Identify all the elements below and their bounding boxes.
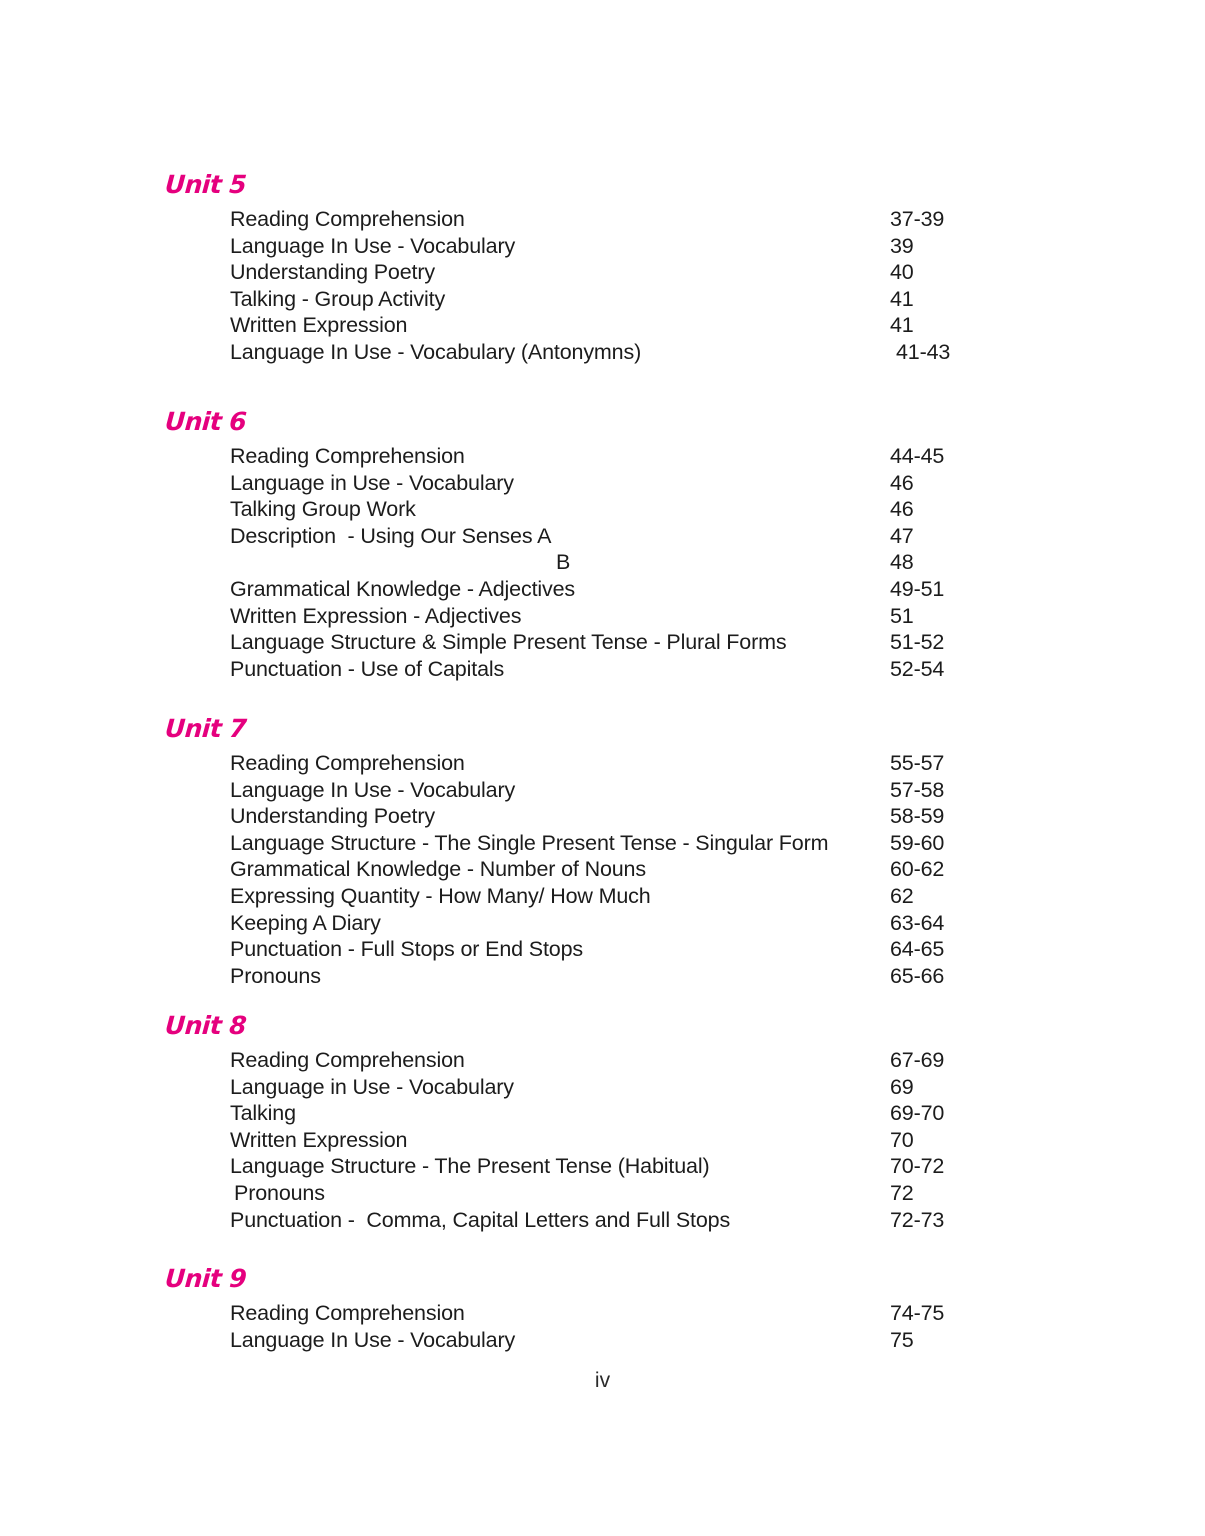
- toc-entry-title: Language In Use - Vocabulary (Antonymns): [230, 339, 642, 364]
- toc-entry: [0, 803, 1205, 830]
- toc-entry-title: Understanding Poetry: [230, 260, 435, 285]
- toc-entry: [0, 777, 1205, 804]
- toc-entry: [0, 443, 1205, 470]
- toc-entry-pages: 60-62: [890, 857, 945, 882]
- toc-entry: [0, 496, 1205, 523]
- toc-entry-title: Punctuation - Full Stops or End Stops: [230, 937, 583, 962]
- toc-entry-title: Punctuation - Use of Capitals: [230, 656, 505, 681]
- toc-entry-pages: 57-58: [890, 777, 945, 802]
- toc-entry-title: Pronouns: [230, 963, 321, 988]
- toc-entry-title: Written Expression: [230, 1127, 408, 1152]
- toc-entry-title: Description - Using Our Senses A: [230, 523, 552, 548]
- toc-entry-pages: 39: [890, 233, 914, 258]
- toc-entry-title: B: [556, 550, 571, 575]
- toc-entry-pages: 41: [890, 313, 914, 338]
- toc-entry: [0, 1100, 1205, 1127]
- toc-entry: [0, 963, 1205, 990]
- toc-entry-title: Talking - Group Activity: [230, 286, 446, 311]
- toc-entry: [0, 830, 1205, 857]
- toc-entry: [0, 603, 1205, 630]
- toc-entry: [0, 286, 1205, 313]
- unit-entry-list: [0, 443, 1205, 682]
- toc-entry-title: Reading Comprehension: [230, 751, 465, 775]
- toc-entry-title: Grammatical Knowledge - Adjectives: [230, 576, 576, 601]
- unit-entry-list: [0, 750, 1205, 989]
- toc-entry-title: Language In Use - Vocabulary: [230, 777, 516, 802]
- toc-entry-title: Language In Use - Vocabulary: [230, 233, 516, 258]
- toc-entry-pages: 74-75: [890, 1301, 945, 1325]
- toc-entry-pages: 51: [890, 603, 914, 628]
- toc-entry-title: Talking Group Work: [230, 497, 416, 522]
- toc-entry: [0, 910, 1205, 937]
- toc-entry: [0, 523, 1205, 550]
- unit-heading: Unit 8: [164, 1011, 248, 1040]
- unit-heading: Unit 7: [164, 714, 248, 743]
- toc-entry: [0, 656, 1205, 683]
- toc-entry-title: Punctuation - Comma, Capital Letters and Full Stops: [230, 1207, 731, 1232]
- toc-entry-pages: 58-59: [890, 804, 945, 829]
- toc-entry: [0, 629, 1205, 656]
- toc-entry-pages: 51-52: [890, 630, 945, 655]
- toc-entry: [0, 1047, 1205, 1074]
- toc-entry-title: Language In Use - Vocabulary: [230, 1327, 516, 1352]
- toc-entry-title: Reading Comprehension: [230, 207, 465, 231]
- toc-entry-pages: 37-39: [890, 207, 945, 231]
- toc-entry-pages: 55-57: [890, 751, 945, 775]
- toc-entry-pages: 46: [890, 497, 914, 522]
- toc-entry-pages: 40: [890, 260, 914, 285]
- unit-entry-list: [0, 1047, 1205, 1233]
- unit-entry-list: [0, 206, 1205, 366]
- toc-entry-title: Language in Use - Vocabulary: [230, 470, 514, 495]
- toc-entry-title: Reading Comprehension: [230, 444, 465, 468]
- toc-entry: [0, 549, 1205, 576]
- unit-entry-list: [0, 1300, 1205, 1353]
- toc-entry-title: Expressing Quantity - How Many/ How Much: [230, 883, 651, 908]
- toc-entry: [0, 259, 1205, 286]
- toc-entry-pages: 62: [890, 883, 914, 908]
- toc-entry: [0, 1180, 1205, 1207]
- toc-entry-title: Talking: [230, 1101, 296, 1126]
- toc-entry-pages: 70-72: [890, 1154, 945, 1179]
- toc-entry-title: Pronouns: [234, 1180, 325, 1205]
- toc-entry-title: Understanding Poetry: [230, 804, 435, 829]
- toc-entry-pages: 65-66: [890, 963, 945, 988]
- toc-entry-title: Grammatical Knowledge - Number of Nouns: [230, 857, 646, 882]
- unit-heading: Unit 5: [164, 170, 248, 199]
- toc-entry-pages: 49-51: [890, 576, 945, 601]
- toc-entry-pages: 44-45: [890, 444, 945, 468]
- toc-entry: [0, 339, 1205, 366]
- toc-entry-pages: 67-69: [890, 1048, 945, 1072]
- toc-entry-pages: 46: [890, 470, 914, 495]
- toc-entry-pages: 59-60: [890, 830, 945, 855]
- toc-entry-pages: 47: [890, 523, 914, 548]
- toc-entry: [0, 1300, 1205, 1327]
- unit-heading: Unit 9: [164, 1264, 248, 1293]
- toc-entry-pages: 64-65: [890, 937, 945, 962]
- toc-entry-pages: 69: [890, 1074, 914, 1099]
- toc-entry: [0, 233, 1205, 260]
- unit-heading: Unit 6: [164, 407, 248, 436]
- toc-entry-title: Language in Use - Vocabulary: [230, 1074, 514, 1099]
- toc-entry: [0, 206, 1205, 233]
- toc-entry: [0, 1127, 1205, 1154]
- toc-entry-title: Written Expression - Adjectives: [230, 603, 522, 628]
- toc-entry: [0, 1207, 1205, 1234]
- toc-entry: [0, 1074, 1205, 1101]
- toc-entry: [0, 856, 1205, 883]
- toc-entry: [0, 1327, 1205, 1354]
- toc-entry-title: Reading Comprehension: [230, 1301, 465, 1325]
- toc-entry: [0, 883, 1205, 910]
- toc-entry-pages: 69-70: [890, 1101, 945, 1126]
- toc-entry-pages: 75: [890, 1327, 914, 1352]
- toc-entry-pages: 48: [890, 550, 914, 575]
- toc-entry-pages: 63-64: [890, 910, 945, 935]
- toc-entry-pages: 72-73: [890, 1207, 945, 1232]
- toc-entry: [0, 1153, 1205, 1180]
- toc-entry-title: Language Structure & Simple Present Tense - Plural Forms: [230, 630, 787, 655]
- toc-entry-title: Language Structure - The Present Tense (Habitual): [230, 1154, 710, 1179]
- toc-entry: [0, 576, 1205, 603]
- toc-entry: [0, 750, 1205, 777]
- toc-entry-title: Language Structure - The Single Present Tense - Singular Form: [230, 830, 829, 855]
- toc-entry: [0, 470, 1205, 497]
- toc-entry-pages: 70: [890, 1127, 914, 1152]
- toc-entry: [0, 312, 1205, 339]
- toc-entry-title: Written Expression: [230, 313, 408, 338]
- toc-entry-pages: 41: [890, 286, 914, 311]
- toc-entry-title: Reading Comprehension: [230, 1048, 465, 1072]
- toc-entry-title: Keeping A Diary: [230, 910, 381, 935]
- toc-entry-pages: 72: [890, 1180, 914, 1205]
- page-folio: iv: [594, 1369, 611, 1392]
- toc-entry-pages: 41-43: [896, 339, 951, 364]
- toc-entry: [0, 936, 1205, 963]
- toc-entry-pages: 52-54: [890, 656, 945, 681]
